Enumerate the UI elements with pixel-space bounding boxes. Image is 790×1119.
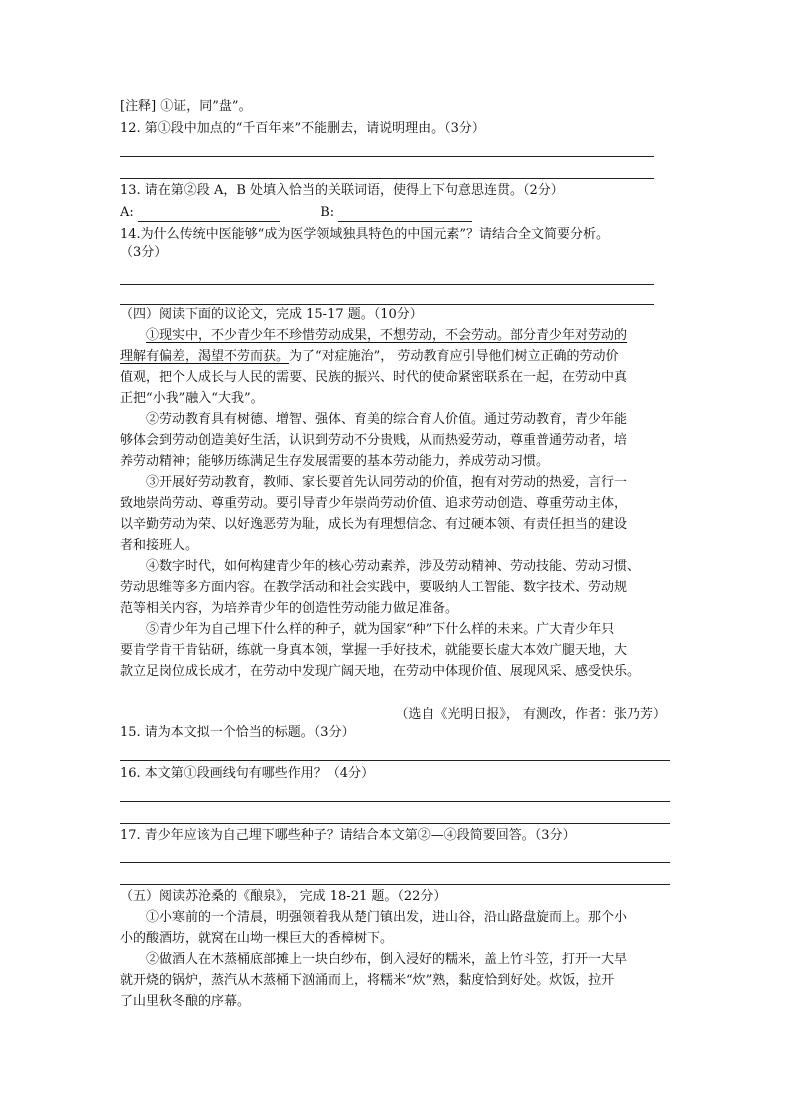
para-3-line: 致地崇尚劳动、尊重劳动。要引导青少年崇尚劳动价值、追求劳动创造、尊重劳动主体， (120, 496, 628, 511)
question-12: 12. 第①段中加点的“千百年来”不能删去，请说明理由。（3分） (120, 121, 485, 136)
s5-para-1-line: 小的酸酒坊，就窝在山坳一棵巨大的香樟树下。 (120, 931, 394, 946)
para-5-line: 要肯学肯干肯钻研，练就一身真本领，掌握一手好技术，就能要长虚大本效广腿天地，大 (120, 643, 628, 658)
underlined-sentence: 理解有偏差，渴望不劳而获。 (120, 349, 290, 364)
section-4-heading: （四）阅读下面的议论文，完成 15-17 题。（10分） (120, 307, 423, 322)
question-14: 14.为什么传统中医能够“成为医学领域独具特色的中国元素”？请结合全文简要分析。 (120, 227, 609, 242)
para-4-line: 范等相关内容，为培养青少年的创造性劳动能力做足准备。 (120, 601, 459, 616)
answer-line[interactable] (120, 801, 670, 802)
question-16: 16. 本文第①段画线句有哪些作用？（4分） (120, 766, 375, 781)
blank-b-label: B: (320, 205, 335, 220)
para-5-line: 款立足岗位成长成才，在劳动中发现广阔天地，在劳动中体现价值、展现风采、感受快乐。 (120, 664, 641, 679)
article-source: （选自《光明日报》， 有测改，作者：张乃芳） (395, 707, 666, 722)
s5-para-2-line: ②做酒人在木蒸桶底部摊上一块白纱布，倒入浸好的糯米，盖上竹斗笠，打开一大早 (146, 952, 628, 967)
question-13: 13. 请在第②段 A，B 处填入恰当的关联词语，使得上下句意思连贯。（2分） (120, 183, 564, 198)
para-1-line: 理解有偏差，渴望不劳而获。为了“对症施治”， 劳动教育应引导他们树立正确的劳动价 (120, 349, 619, 364)
para-3-line: ③开展好劳动教育，教师、家长要首先认同劳动的价值，抱有对劳动的热爱，言行一 (146, 475, 628, 490)
para-1-line: 值观，把个人成长与人民的需要、民族的振兴、时代的使命紧密联系在一起，在劳动中真 (120, 370, 628, 385)
answer-line[interactable] (120, 862, 670, 863)
para-3-line: 以辛勤劳动为荣、以好逸恶劳为耻，成长为有理想信念、有过硬本领、有责任担当的建设 (120, 517, 628, 532)
para-5-line: ⑤青少年为自己埋下什么样的种子，就为国家“种”下什么样的未来。广大青少年只 (146, 622, 615, 637)
answer-line[interactable] (120, 156, 654, 157)
para-1-line: 正把“小我”融入“大我”。 (120, 391, 264, 406)
section-5-heading: （五）阅读苏沧桑的《酿泉》， 完成 18-21 题。（22分） (120, 889, 447, 904)
annotation-note: [注释] ①证，同”盘”。 (120, 99, 252, 114)
para-4-line: 劳动思维等多方面内容。在教学活动和社会实践中，要吸纳人工智能、数字技术、劳动规 (120, 580, 628, 595)
answer-line[interactable] (120, 304, 654, 305)
answer-line[interactable] (120, 760, 670, 761)
para-2-line: 养劳动精神；能够历练满足生存发展需要的基本劳动能力，养成劳动习惯。 (120, 454, 550, 469)
blank-a-label: A: (120, 205, 134, 220)
s5-para-1-line: ①小寒前的一个清晨，明强领着我从楚门镇出发，进山谷，沿山路盘旋而上。那个小 (146, 910, 628, 925)
para-2-line: 够体会到劳动创造美好生活，认识到劳动不分贵贱，从而热爱劳动，尊重普通劳动者，培 (120, 433, 628, 448)
blank-b-input[interactable] (338, 208, 472, 222)
para-3-line: 者和接班人。 (120, 538, 199, 553)
s5-para-2-line: 了山里秋冬酿的序幕。 (120, 994, 251, 1009)
question-14-points: （3分） (120, 245, 168, 260)
answer-line[interactable] (120, 178, 654, 179)
para-1-line: ①现实中，不少青少年不珍惜劳动成果，不想劳动，不会劳动。部分青少年对劳动的 (146, 328, 628, 343)
question-13-blanks (120, 204, 472, 222)
answer-line[interactable] (120, 884, 670, 885)
s5-para-2-line: 就开烧的锅炉，蒸汽从木蒸桶下汹涌而上，将糯米“炊”熟，黏度恰到好处。炊饭，拉开 (120, 973, 615, 988)
para-4-line: ④数字时代，如何构建青少年的核心劳动素养，涉及劳动精神、劳动技能、劳动习惯、 (146, 559, 641, 574)
para-2-line: ②劳动教育具有树德、增智、强体、育美的综合育人价值。通过劳动教育，青少年能 (146, 412, 628, 427)
answer-line[interactable] (120, 823, 670, 824)
question-17: 17. 青少年应该为自己埋下哪些种子？请结合本文第②—④段简要回答。（3分） (120, 828, 576, 843)
answer-line[interactable] (120, 284, 654, 285)
blank-a-input[interactable] (138, 208, 280, 222)
question-15: 15. 请为本文拟一个恰当的标题。（3分） (120, 725, 355, 740)
